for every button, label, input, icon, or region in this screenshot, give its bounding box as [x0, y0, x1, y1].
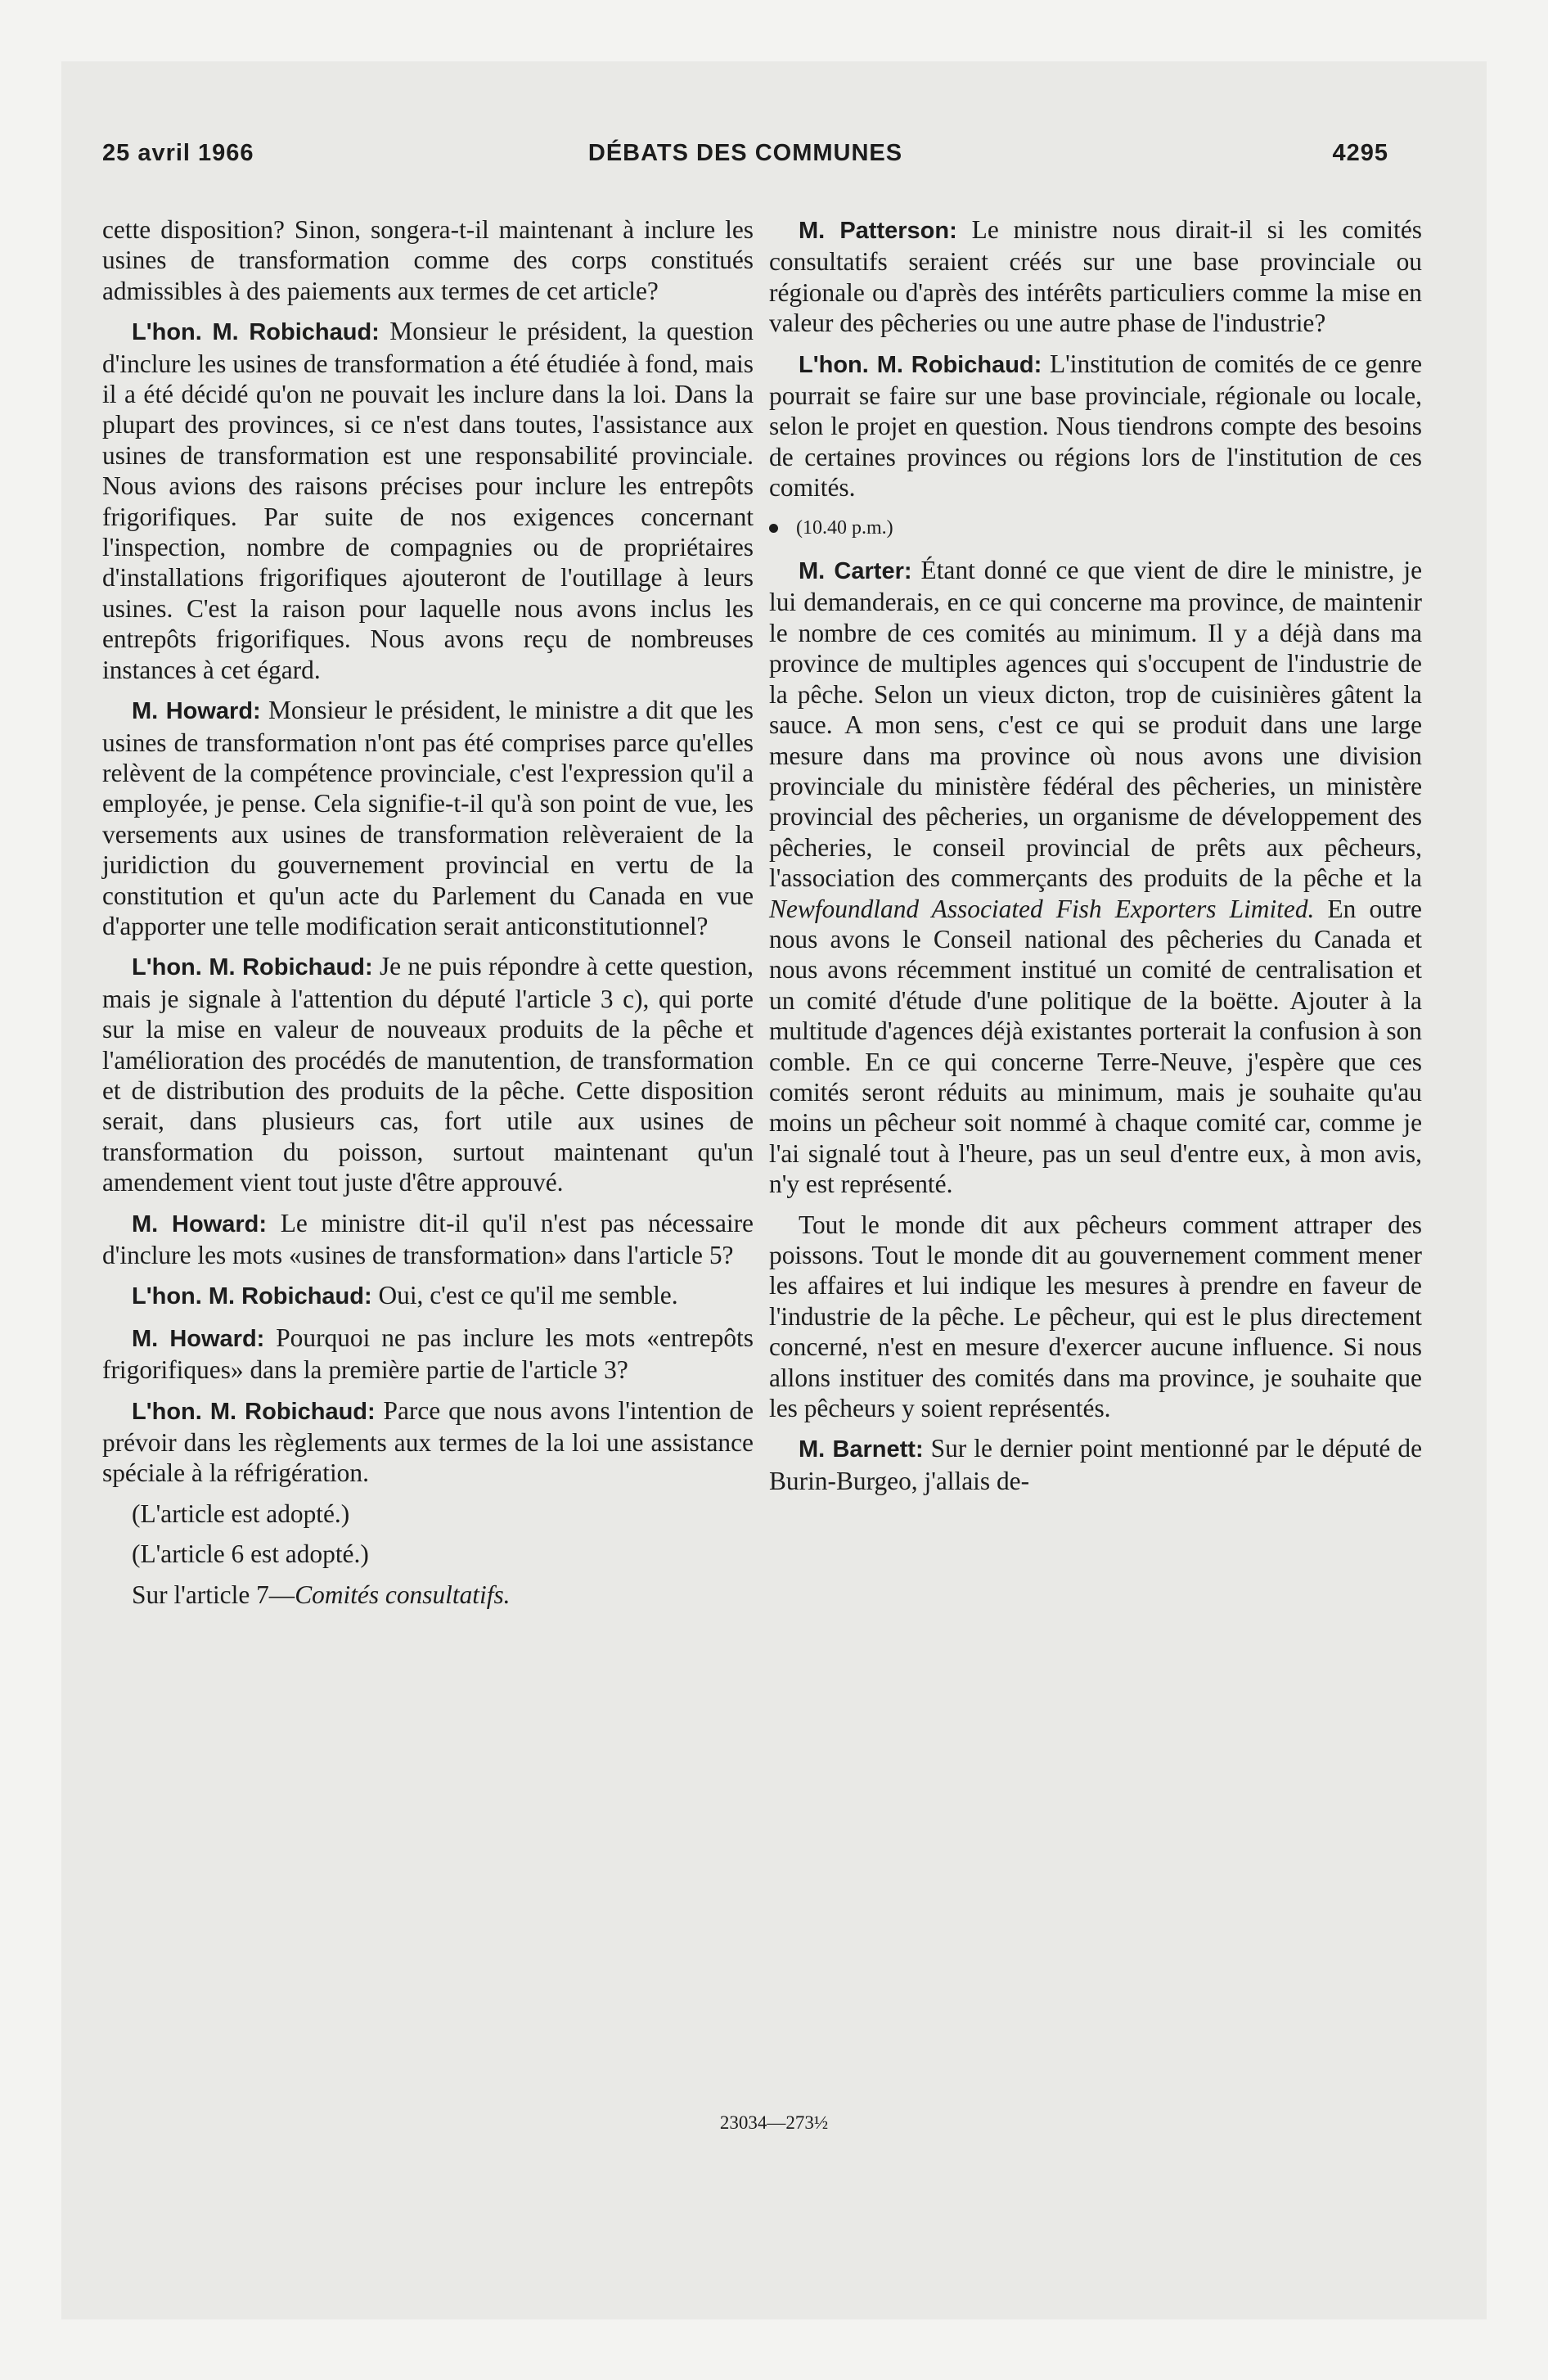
paragraph — [102, 1280, 754, 1312]
speaker-name: L'hon. M. Robichaud: — [799, 351, 1042, 378]
paragraph-text: Tout le monde dit aux pêcheurs comment attraper des poissons. Tout le monde dit au gouvernement comment mener les affaires et lui indique les mesures à prendre en faveur de l'industrie de la pêche. Le pêcheur, qui est le plus directement concerné, n'est en mesure d'exercer aucune influence. Si nous allons instituer des comités dans ma province, je souhaite que les pêcheurs y soient représentés. — [769, 1210, 1422, 1423]
speaker-name: M. Howard: — [132, 698, 261, 725]
bullet-icon — [769, 524, 778, 533]
paragraph-text: Monsieur le président, le ministre a dit que les usines de transformation n'ont pas été comprises parce qu'elles relèvent de la compétence provinciale, c'est l'expression qu'il a employée, je pense. Cela signifie-t-il qu'à son point de vue, les versements aux usines de transformation relèveraient de la juridiction du gouvernement provincial en vertu de la constitution et qu'un acte du Parlement du Canada en vue d'apporter une telle modification serait anticonstitutionnel? — [102, 696, 754, 940]
paragraph — [769, 1210, 1422, 1424]
paragraph — [102, 951, 754, 1197]
time-stamp: (10.40 p.m.) — [796, 516, 893, 539]
paragraph-text: L'institution de comités de ce genre pourrait se faire sur une base provinciale, régionale ou locale, selon le projet en question. Nous tiendrons compte des besoins de certaines provinces ou régions lors de l'institution de ces comités. — [769, 349, 1422, 503]
paragraph-text: cette disposition? Sinon, songera-t-il maintenant à inclure les usines de transformation comme des corps constitués admissibles à des paiements aux termes de cet article? — [102, 215, 754, 305]
paragraph-text: Parce que nous avons l'intention de prévoir dans les règlements aux termes de la loi une assistance spéciale à la réfrigération. — [102, 1395, 754, 1488]
paragraph-text: Pourquoi ne pas inclure les mots «entrepôts frigorifiques» dans la première partie de l'article 3? — [102, 1323, 754, 1385]
procedural-note — [102, 1580, 754, 1610]
paragraph-text: En outre nous avons le Conseil national des pêcheries du Canada et nous avons récemment institué un comité de centralisation et un comité d'étude d'une politique de la boëtte. Ajouter à la multitude d'agences déjà existantes porterait la confusion à son comble. En ce qui concerne Terre-Neuve, j'espère que ces comités seront réduits au minimum, mais je souhaite qu'au moins un pêcheur soit nommé à chaque comité car, comme je l'ai signalé tout à l'heure, pas un seul d'entre eux, à mon avis, n'y est représenté. — [769, 894, 1422, 1199]
paragraph — [769, 555, 1422, 1200]
time-note — [769, 513, 1422, 543]
paragraph — [769, 1433, 1422, 1496]
paragraph-text: Le ministre dit-il qu'il n'est pas nécessaire d'inclure les mots «usines de transformation» dans l'article 5? — [102, 1208, 754, 1269]
paragraph — [102, 1395, 754, 1489]
header-title: DÉBATS DES COMMUNES — [587, 140, 903, 166]
paragraph — [102, 316, 754, 685]
paragraph — [102, 1323, 754, 1386]
paragraph-text: Étant donné ce que vient de dire le ministre, je lui demanderais, en ce qui concerne ma province, de maintenir le nombre de ces comités au minimum. Il y a déjà dans ma province de multiples agences qui s'occupent de l'industrie de la pêche. Selon un vieux dicton, trop de cuisinières gâtent la sauce. A mon sens, c'est ce qui se produit dans une large mesure dans ma province où nous avons une division provinciale du ministère fédéral des pêcheries, un ministère provincial des pêcheries, un organisme de développement des pêcheries, le conseil provincial de prêts aux pêcheurs, l'association des commerçants des produits de la pêche et la — [769, 556, 1423, 893]
speaker-name: L'hon. M. Robichaud: — [132, 1283, 372, 1310]
speaker-name: M. Carter: — [799, 558, 912, 585]
procedural-note: (L'article est adopté.) — [132, 1499, 350, 1528]
header-date: 25 avril 1966 — [102, 140, 254, 166]
paragraph-text: Monsieur le président, la question d'inclure les usines de transformation a été étudiée à fond, mais il a été décidé qu'on ne pouvait les inclure dans la loi. Dans la plupart des provinces, si ce n'est dans toutes, l'assistance aux usines de transformation est une responsabilité provinciale. Nous avions des raisons précises pour inclure les entrepôts frigorifiques. Par suite de nos exigences concernant l'inspection, nombre de compagnies ou de propriétaires d'installations frigorifiques ajouteront de l'outillage à leurs usines. C'est la raison pour laquelle nous avons inclus les entrepôts frigorifiques. Nous avons reçu de nombreuses instances à cet égard. — [102, 317, 754, 684]
paragraph-text: Je ne puis répondre à cette question, mais je signale à l'attention du député l'article 3 c), qui porte sur la mise en valeur de nouveaux produits de la pêche et l'amélioration des procédés de manutention, de transformation et de distribution des produits de la pêche. Cette disposition serait, dans plusieurs cas, fort utile aux usines de transformation du poisson, surtout maintenant qu'un amendement vient tout juste d'être approuvé. — [102, 952, 754, 1197]
paragraph — [769, 214, 1422, 339]
speaker-name: L'hon. M. Robichaud: — [132, 1398, 376, 1425]
speaker-name: M. Barnett: — [799, 1436, 924, 1463]
paragraph — [102, 1208, 754, 1271]
page-footer-code: 23034—273½ — [719, 2112, 829, 2133]
organization-name: Newfoundland Associated Fish Exporters Limited. — [769, 894, 1315, 923]
article-title: Comités consultatifs. — [295, 1580, 511, 1609]
paragraph-text: Sur le dernier point mentionné par le député de Burin-Burgeo, j'allais de- — [769, 1434, 1423, 1495]
speaker-name: L'hon. M. Robichaud: — [132, 954, 373, 981]
speaker-name: M. Patterson: — [799, 218, 957, 244]
procedural-note: (L'article 6 est adopté.) — [132, 1539, 369, 1569]
paragraph-text: Sur l'article 7— — [132, 1580, 295, 1609]
right-column — [769, 214, 1422, 1506]
paragraph — [102, 695, 754, 941]
speaker-name: L'hon. M. Robichaud: — [132, 319, 380, 346]
speaker-name: M. Howard: — [132, 1210, 268, 1237]
speaker-name: M. Howard: — [132, 1325, 265, 1352]
paragraph — [102, 214, 754, 306]
left-column — [102, 214, 754, 1620]
paragraph — [769, 349, 1422, 503]
header-page-number: 4295 — [1332, 140, 1388, 166]
paragraph-text: Oui, c'est ce qu'il me semble. — [371, 1281, 678, 1310]
page-header — [102, 140, 1388, 178]
paragraph-text: Le ministre nous dirait-il si les comités consultatifs seraient créés sur une base provinciale ou régionale ou d'après des intérêts particuliers comme la mise en valeur des pêcheries ou une autre phase de l'industrie? — [769, 215, 1422, 338]
